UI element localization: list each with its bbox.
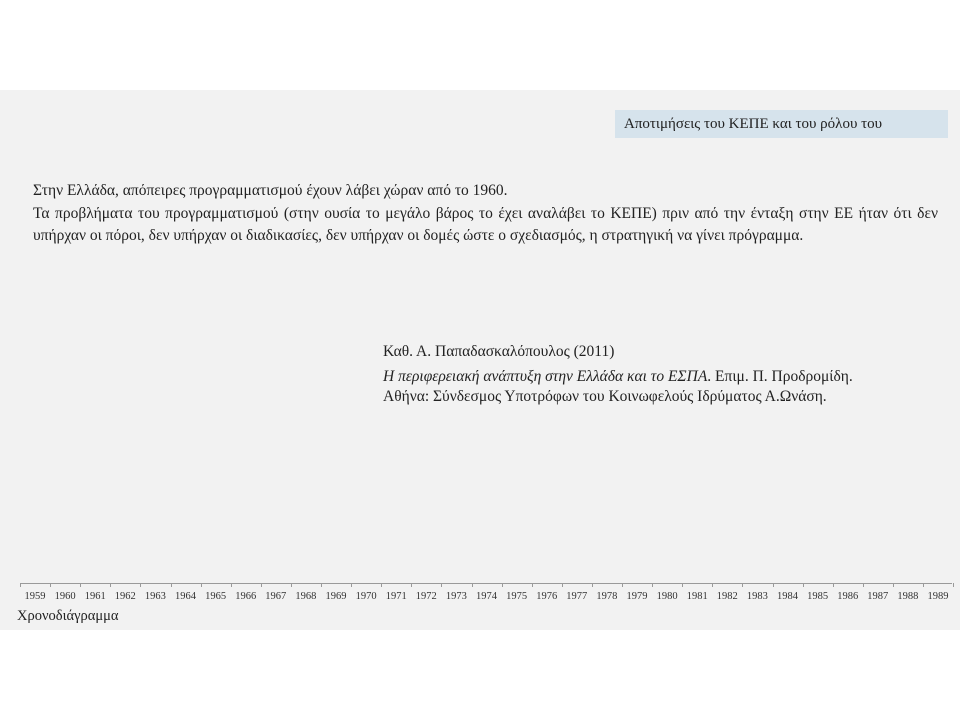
paragraph-intro: Στην Ελλάδα, απόπειρες προγραμματισμού έχουν λάβει χώραν από το 1960. (33, 182, 508, 199)
section-tag: Αποτιμήσεις του ΚΕΠΕ και του ρόλου του (615, 110, 948, 138)
timeline-year-label: 1973 (445, 591, 467, 602)
timeline-year-label: 1962 (114, 591, 136, 602)
timeline-year-label: 1966 (235, 591, 257, 602)
timeline-year-label: 1972 (415, 591, 437, 602)
timeline-tick (592, 583, 593, 587)
timeline-year-label: 1987 (867, 591, 889, 602)
timeline-tick (923, 583, 924, 587)
timeline-tick (261, 583, 262, 587)
timeline-tick (682, 583, 683, 587)
timeline-tick (833, 583, 834, 587)
timeline-tick (80, 583, 81, 587)
paragraph-problems: Τα προβλήματα του προγραμματισμού (στην ουσία το μεγάλο βάρος το έχει αναλάβει το ΚΕΠΕ) πριν από την ένταξη στην ΕΕ ήταν ότι δεν υπήρχαν οι πόροι, δεν υπήρχαν οι διαδικασίες, δεν υπήρχαν οι δομές ώστε ο σχεδιασμός, η στρατηγική να γίνει πρόγραμμα. (33, 204, 938, 244)
timeline-year-label: 1980 (656, 591, 678, 602)
timeline-tick (381, 583, 382, 587)
timeline-tick (893, 583, 894, 587)
timeline-tick (171, 583, 172, 587)
timeline-tick (562, 583, 563, 587)
timeline-year-label: 1982 (716, 591, 738, 602)
reference-title: Η περιφερειακή ανάπτυξη στην Ελλάδα και το ΕΣΠΑ (383, 368, 708, 385)
timeline-year-label: 1971 (385, 591, 407, 602)
timeline-year-label: 1977 (566, 591, 588, 602)
timeline-year-label: 1964 (175, 591, 196, 602)
timeline-tick (291, 583, 292, 587)
timeline-tick (441, 583, 442, 587)
timeline-year-label: 1960 (54, 591, 76, 602)
timeline-year-label: 1965 (205, 591, 227, 602)
timeline-year-label: 1974 (476, 591, 497, 602)
timeline-year-label: 1976 (536, 591, 558, 602)
timeline-tick (712, 583, 713, 587)
timeline-axis-line (20, 583, 952, 584)
timeline-tick (20, 583, 21, 587)
timeline-tick (622, 583, 623, 587)
timeline-tick (50, 583, 51, 587)
timeline-tick (472, 583, 473, 587)
timeline-tick (231, 583, 232, 587)
timeline-tick (140, 583, 141, 587)
timeline-year-label: 1983 (746, 591, 768, 602)
timeline-year-label: 1984 (777, 591, 798, 602)
timeline-axis-group (20, 583, 952, 609)
timeline-year-label: 1969 (325, 591, 347, 602)
timeline-tick (321, 583, 322, 587)
timeline-tick (110, 583, 111, 587)
timeline-tick (953, 583, 954, 587)
timeline-year-label: 1975 (506, 591, 528, 602)
timeline-tick (742, 583, 743, 587)
timeline-tick (652, 583, 653, 587)
timeline-year-label: 1989 (927, 591, 949, 602)
timeline-label: Χρονοδιάγραμμα (17, 608, 119, 624)
timeline-year-label: 1979 (626, 591, 648, 602)
reference-publisher: Αθήνα: Σύνδεσμος Υποτρόφων του Κοινωφελούς Ιδρύματος Α.Ωνάση. (383, 388, 827, 405)
timeline-tick (411, 583, 412, 587)
reference-citation (383, 342, 943, 407)
timeline-tick (803, 583, 804, 587)
reference-author: Καθ. Α. Παπαδασκαλόπουλος (2011) (383, 343, 615, 360)
timeline-year-label: 1985 (807, 591, 829, 602)
timeline-year-label: 1959 (24, 591, 46, 602)
timeline-tick (351, 583, 352, 587)
reference-title-line (383, 367, 943, 387)
timeline-year-label: 1986 (837, 591, 859, 602)
body-text (33, 180, 938, 248)
timeline-year-label: 1967 (265, 591, 287, 602)
timeline-year-label: 1988 (897, 591, 919, 602)
timeline-year-label: 1970 (355, 591, 377, 602)
timeline-year-label: 1963 (144, 591, 166, 602)
timeline-year-label: 1968 (295, 591, 317, 602)
timeline-year-label: 1978 (596, 591, 618, 602)
timeline-tick (773, 583, 774, 587)
timeline-tick (201, 583, 202, 587)
timeline-tick (502, 583, 503, 587)
timeline-year-label: 1981 (686, 591, 708, 602)
timeline-tick (863, 583, 864, 587)
timeline-tick (532, 583, 533, 587)
reference-editor: . Επιμ. Π. Προδρομίδη. (707, 368, 853, 385)
timeline-year-label: 1961 (84, 591, 106, 602)
